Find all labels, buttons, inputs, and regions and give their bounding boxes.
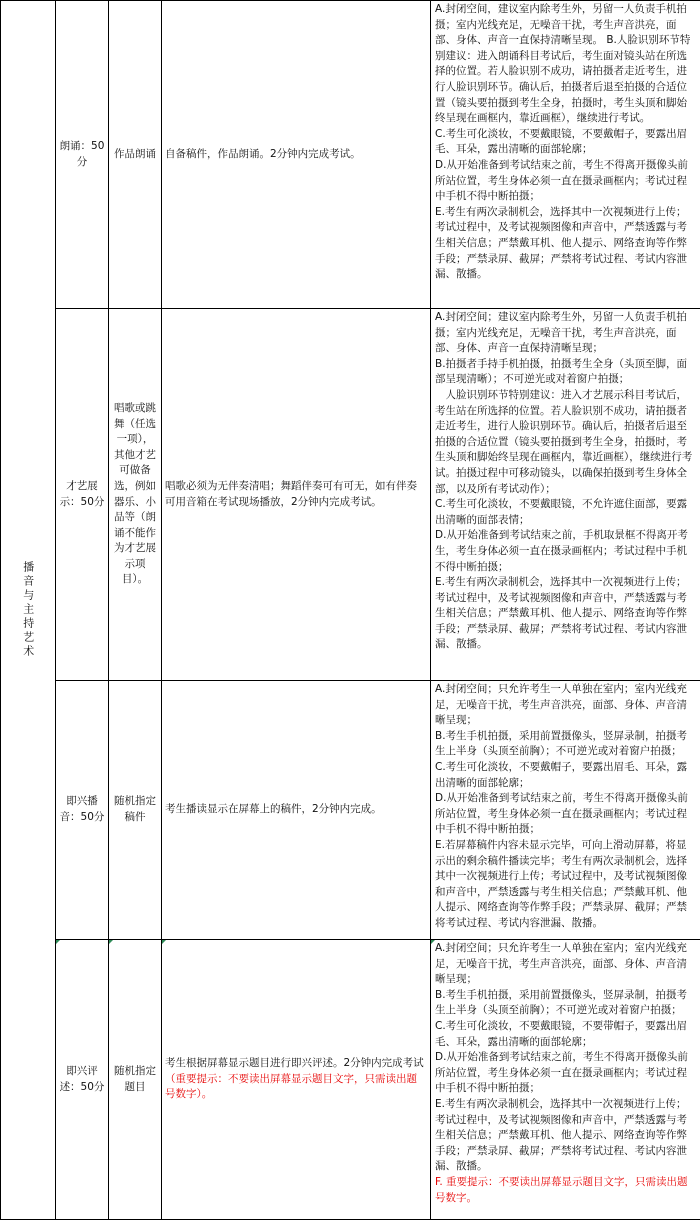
requirement-item: C.考生可化淡妆，不要戴眼镜，不允许遮住面部，要露出清晰的面部表情； — [435, 498, 688, 526]
requirement-item: 人脸识别环节特别建议：进入才艺展示科目考试后，考生站在所选择的位置。若人脸识别不成功，请拍摄者走近考生，进行人脸识别环节。确认后，拍摄者后退至拍摄的合适位置（镜头要拍摄到考生全身，拍摄时，考生头顶和脚始终呈现在画框内，靠近画框），继续进行考试。拍摄过程中可移动镜头，以确保拍摄到考生身体全部，以及所有考试动作）； — [435, 388, 693, 495]
requirement-item: C.考生可化淡妆，不要戴帽子，要露出眉毛、耳朵，露出清晰的面部轮廓； — [435, 760, 688, 789]
description-cell — [162, 940, 431, 1220]
requirement-item: D.从开始准备到考试结束之前，手机取景框不得离开考生，考生身体必须一直在摄录画框内；考试过程中手机不得中断拍摄； — [435, 529, 688, 573]
description-cell: 唱歌必须为无伴奏清唱；舞蹈伴奏可有可无，如有伴奏可用音箱在考试现场播放，2分钟内完成考试。 — [162, 309, 431, 681]
content-cell: 唱歌或跳舞（任选一项），其他才艺可做备选，例如器乐、小品等（朗诵不能作为才艺展示项目）。 — [109, 309, 162, 681]
requirement-item: E.考生有两次录制机会，选择其中一次视频进行上传；考试过程中，及考试视频图像和声音中，严禁透露与考生相关信息；严禁戴耳机、他人提示、网络查询等作弊手段；严禁录屏、截屏；严禁将考试过程、考试内容泄漏、散播。 — [435, 576, 687, 651]
category-cell — [1, 1, 56, 1220]
description-cell: 自备稿件，作品朗诵。2分钟内完成考试。 — [162, 1, 431, 309]
subject-cell: 即兴评述：50分 — [56, 940, 109, 1220]
requirement-important-note: F. 重要提示：不要读出屏幕显示题目文字，只需读出题号数字。 — [435, 1175, 688, 1204]
content-cell: 随机指定题目 — [109, 940, 162, 1220]
requirements-cell — [431, 940, 700, 1220]
requirement-item: E.考生有两次录制机会，选择其中一次视频进行上传；考试过程中，及考试视频图像和声音中，严禁透露与考生相关信息；严禁戴耳机、他人提示、网络查询等作弊手段；严禁录屏、截屏；严禁将考试过程、考试内容泄漏、散播。 — [435, 205, 687, 281]
requirements-cell — [431, 681, 700, 940]
content-cell: 随机指定稿件 — [109, 681, 162, 940]
requirement-item: B.考生手机拍摄，采用前置摄像头，竖屏录制，拍摄考生上半身（头顶至前胸）；不可逆光或对着窗户拍摄； — [435, 988, 688, 1017]
requirement-item: E.考生有两次录制机会，选择其中一次视频进行上传；考试过程中，及考试视频图像和声音中，严禁透露与考生相关信息；严禁戴耳机、他人提示、网络查询等作弊手段；严禁录屏、截屏；严禁将考试过程、考试内容泄漏、散播。 — [435, 1097, 687, 1173]
requirement-item: D.从开始准备到考试结束之前，考生不得离开摄像头前所站位置，考生身体必须一直在摄录画框内；考试过程中手机不得中断拍摄； — [435, 158, 688, 203]
requirements-cell — [431, 309, 700, 681]
table-row — [1, 681, 700, 940]
requirement-item: A.封闭空间；建议室内除考生外，另留一人负责手机拍摄；室内光线充足，无噪音干扰，考生声音洪亮，面部、身体、声音一直保持清晰呈现； — [435, 311, 687, 355]
subject-cell: 即兴播音：50分 — [56, 681, 109, 940]
table-row — [1, 309, 700, 681]
requirement-item: A.封闭空间；只允许考生一人单独在室内；室内光线充足，无噪音干扰，考生声音洪亮，面部、身体、声音清晰呈现； — [435, 683, 687, 727]
requirement-item: E.若屏幕稿件内容未显示完毕，可向上滑动屏幕，将显示出的剩余稿件播读完毕；考生有两次录制机会，选择其中一次视频进行上传；考试过程中，及考试视频图像和声音中，严禁透露与考生相关信息；严禁戴耳机、他人提示、网络查询等作弊手段；严禁录屏、截屏；严禁将考试过程、考试内容泄漏、散播。 — [435, 838, 687, 929]
requirement-item: A.封闭空间；只允许考生一人单独在室内；室内光线充足，无噪音干扰，考生声音洪亮，面部、身体、声音清晰呈现； — [435, 942, 687, 986]
subject-cell: 才艺展示：50分 — [56, 309, 109, 681]
requirement-item: B.拍摄者手持手机拍摄，拍摄考生全身（头顶至脚，面部呈现清晰）；不可逆光或对着窗户拍摄； — [435, 357, 688, 386]
category-label: 播音与主持艺术 — [21, 561, 35, 659]
subject-cell: 朗诵：50分 — [56, 1, 109, 309]
description-text: 考生根据屏幕显示题目进行即兴评述。2分钟内完成考试 — [165, 1057, 424, 1070]
description-cell: 考生播读显示在屏幕上的稿件，2分钟内完成。 — [162, 681, 431, 940]
requirement-item: D.从开始准备到考试结束之前，考生不得离开摄像头前所站位置，考生身体必须一直在摄录画框内；考试过程中手机不得中断拍摄； — [435, 1051, 688, 1095]
requirement-item: A.封闭空间，建议室内除考生外，另留一人负责手机拍摄；室内光线充足，无噪音干扰，考生声音洪亮，面部、身体、声音一直保持清晰呈现。 B.人脸识别环节特别建议：进入朗诵科目考试后，考生面对镜头站在所选择的位置。若人脸识别不成功，请拍摄者走近考生，进行人脸识别环节。确认后，拍摄者后退至拍摄的合适位置（镜头要拍摄到考生全身，拍摄时，考生头顶和脚始终呈现在画框内，靠近画框），继续进行考试。 — [435, 3, 691, 125]
requirement-item: C.考生可化淡妆，不要戴眼镜，不要带帽子，要露出眉毛、耳朵，露出清晰的面部轮廓； — [435, 1019, 688, 1048]
requirements-cell — [431, 1, 700, 309]
table-row — [1, 940, 700, 1220]
table-row — [1, 1, 700, 309]
requirement-item: C.考生可化淡妆，不要戴眼镜，不要戴帽子，要露出眉毛、耳朵，露出清晰的面部轮廓； — [435, 127, 688, 156]
content-cell: 作品朗诵 — [109, 1, 162, 309]
description-important-note: （重要提示：不要读出屏幕显示题目文字，只需读出题号数字）。 — [165, 1072, 417, 1101]
requirement-item: B.考生手机拍摄，采用前置摄像头，竖屏录制，拍摄考生上半身（头顶至前胸）；不可逆光或对着窗户拍摄； — [435, 729, 688, 758]
requirement-item: D.从开始准备到考试结束之前，考生不得离开摄像头前所站位置，考生身体必须一直在摄录画框内；考试过程中手机不得中断拍摄； — [435, 792, 688, 836]
